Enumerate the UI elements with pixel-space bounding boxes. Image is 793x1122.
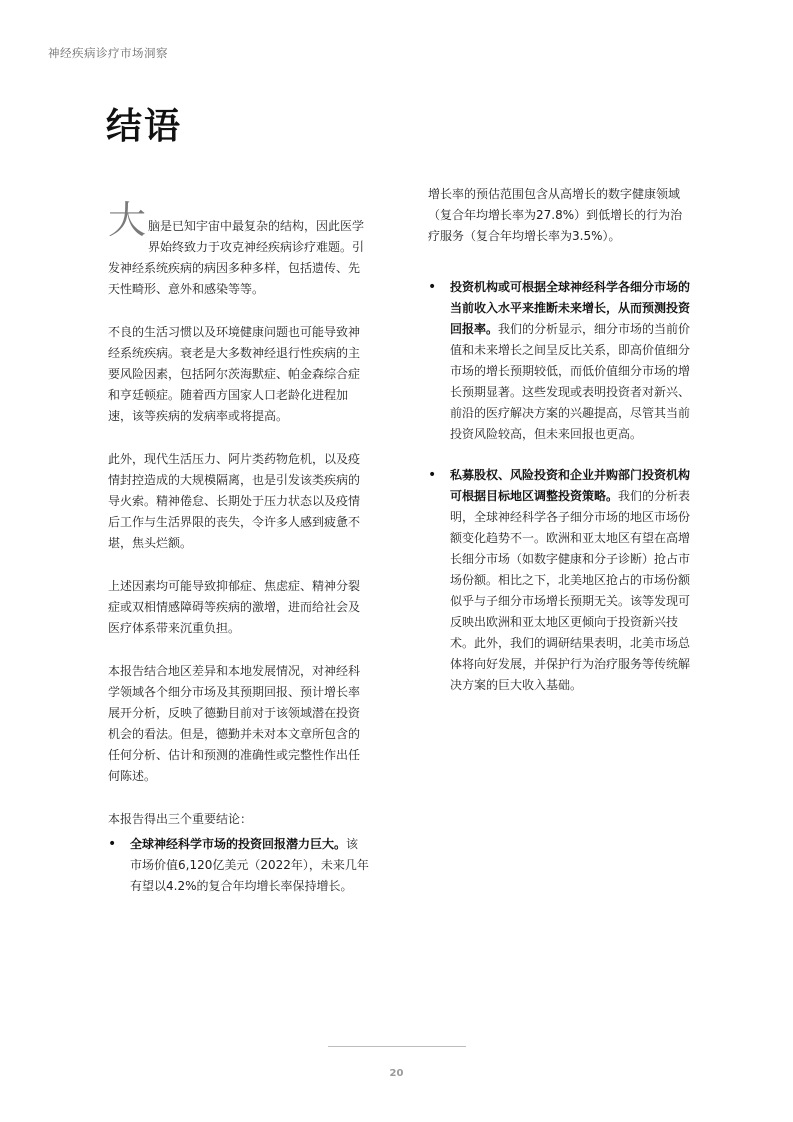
conclusion-item-3 xyxy=(428,465,694,696)
page-number: 20 xyxy=(389,1068,404,1079)
bullet-icon: • xyxy=(108,836,117,852)
conclusion-3-heading: 私募股权、风险投资和企业并购部门投资机构可根据目标地区调整投资策略。 xyxy=(450,468,691,503)
footer-divider xyxy=(328,1046,466,1047)
page-title: 结语 xyxy=(106,106,183,147)
left-column xyxy=(108,200,370,919)
conclusion-1-continuation: 增长率的预估范围包含从高增长的数字健康领域（复合年均增长率为27.8%）到低增长的行为治疗服务（复合年均增长率为3.5%）。 xyxy=(428,187,683,243)
body-paragraph-1: 不良的生活习惯以及环境健康问题也可能导致神经系统疾病。衰老是大多数神经退行性疾病的主要风险因素，包括阿尔茨海默症、帕金森综合症和亨廷顿症。随着西方国家人口老龄化进程加速，该等疾病的发病率或将提高。 xyxy=(108,325,361,423)
conclusions-intro: 本报告得出三个重要结论： xyxy=(108,812,253,826)
conclusion-item-2 xyxy=(428,277,694,445)
conclusion-1-text: 该市场价值6,120亿美元（2022年），未来几年有望以4.2%的复合年均增长率保持增长。 xyxy=(130,837,369,893)
intro-paragraph xyxy=(108,198,370,296)
bullet-icon: • xyxy=(428,279,437,295)
body-paragraph-3: 上述因素均可能导致抑郁症、焦虑症、精神分裂症或双相情感障碍等疾病的激增，进而给社会及医疗体系带来沉重负担。 xyxy=(108,579,361,635)
conclusion-2-text: 我们的分析显示，细分市场的当前价值和未来增长之间呈反比关系，即高价值细分市场的增长预期较低，而低价值细分市场的增长预期显著。这些发现或表明投资者对新兴、前沿的医疗解决方案的兴趣提高，尽管其当前投资风险较高，但未来回报也更高。 xyxy=(450,322,691,441)
conclusion-2-heading: 投资机构或可根据全球神经科学各细分市场的当前收入水平来推断未来增长，从而预测投资回报率。 xyxy=(450,280,691,336)
running-header: 神经疾病诊疗市场洞察 xyxy=(48,46,168,60)
body-paragraph-2: 此外，现代生活压力、阿片类药物危机，以及疫情封控造成的大规模隔离，也是引发该类疾病的导火索。精神倦怠、长期处于压力状态以及疫情后工作与生活界限的丧失，令许多人感到疲惫不堪，焦头烂额。 xyxy=(108,452,361,550)
intro-text: 脑是已知宇宙中最复杂的结构，因此医学界始终致力于攻克神经疾病诊疗难题。引发神经系统疾病的病因多种多样，包括遗传、先天性畸形、意外和感染等等。 xyxy=(108,219,365,296)
drop-cap: 大 xyxy=(108,198,147,242)
right-column xyxy=(428,184,694,718)
conclusions-list-right xyxy=(428,277,694,696)
body-paragraph-4: 本报告结合地区差异和本地发展情况，对神经科学领域各个细分市场及其预期回报、预计增长率展开分析，反映了德勤目前对于该领域潜在投资机会的看法。但是，德勤并未对本文章所包含的任何分析、估计和预测的准确性或完整性作出任何陈述。 xyxy=(108,664,361,783)
conclusion-3-text: 我们的分析表明，全球神经科学各子细分市场的地区市场份额变化趋势不一。欧洲和亚太地区有望在高增长细分市场（如数字健康和分子诊断）抢占市场份额。相比之下，北美地区抢占的市场份额似乎与子细分市场增长预期无关。该等发现可反映出欧洲和亚太地区更倾向于投资新兴技术。此外，我们的调研结果表明，北美市场总体将向好发展，并保护行为治疗服务等传统解决方案的巨大收入基础。 xyxy=(450,489,691,692)
conclusion-1-heading: 全球神经科学市场的投资回报潜力巨大。 xyxy=(130,837,347,851)
bullet-icon: • xyxy=(428,467,437,483)
conclusion-item-1 xyxy=(108,834,370,897)
conclusions-list-left xyxy=(108,834,370,897)
